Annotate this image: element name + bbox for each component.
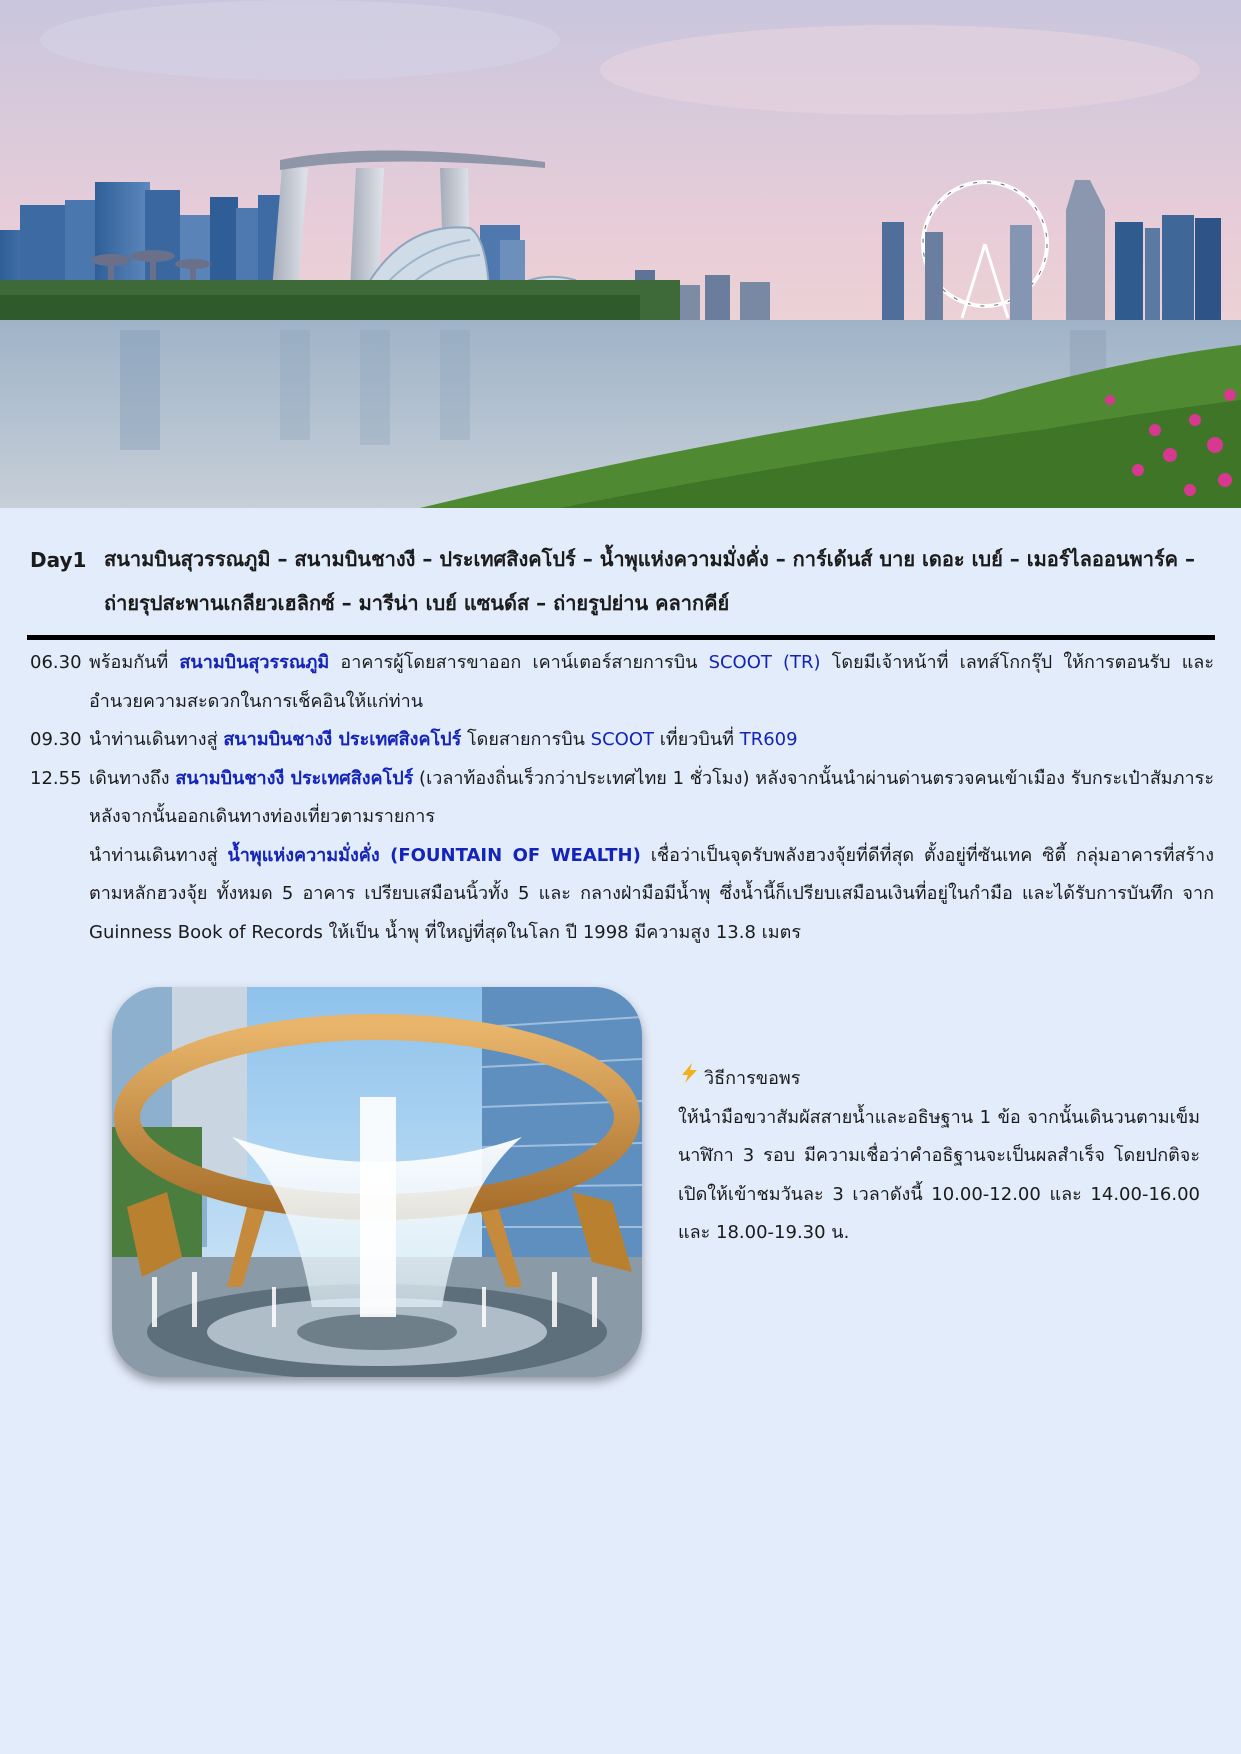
itinerary-text bbox=[89, 760, 1214, 837]
itinerary-time bbox=[30, 837, 89, 953]
text-run: เชื่อว่าเป็นจุดรับพลังฮวงจุ้ยที่ดีที่สุด ตั้งอยู่ที่ซันเทค ซิตี้ กลุ่มอาคารที่สร้างตามหลักฮวงจุ้ย ทั้งหมด 5 อาคาร เปรียบเสมือนนิ้วทั้ง 5 และ กลางฝ่ามือมีน้ำพุ ซึ่งน้ำนี้ก็เปรียบเสมือนเงินที่อยู่ในกำมือ และได้รับการบันทึก จาก Guinness Book of Records ให้เป็น น้ำพุ ที่ใหญ่ที่สุดในโลก ปี 1998 มีความสูง 13.8 เมตร bbox=[89, 844, 1214, 943]
lightning-icon bbox=[678, 1060, 700, 1099]
itinerary-row bbox=[30, 721, 1214, 760]
heading-divider bbox=[27, 635, 1215, 640]
airline-highlight: SCOOT bbox=[590, 729, 654, 750]
hero-image-singapore-skyline bbox=[0, 0, 1241, 508]
day-label: Day1 bbox=[30, 548, 87, 572]
wish-title-row bbox=[678, 1060, 1200, 1099]
itinerary bbox=[30, 644, 1214, 952]
itinerary-time: 12.55 bbox=[30, 767, 82, 789]
wish-body: ให้นำมือขวาสัมผัสสายน้ำและอธิษฐาน 1 ข้อ จากนั้นเดินวนตามเข็มนาฬิกา 3 รอบ มีความเชื่อว่าคำอธิฐานจะเป็นผลสำเร็จ โดยปกติจะเปิดให้เข้าชมวันละ 3 เวลาดังนี้ 10.00-12.00 และ 14.00-16.00 และ 18.00-19.30 น. bbox=[678, 1106, 1200, 1243]
text-run: เที่ยวบินที่ bbox=[654, 729, 740, 750]
place-highlight: สนามบินชางงี ประเทศสิงคโปร์ bbox=[175, 767, 414, 789]
fountain-of-wealth-photo bbox=[112, 987, 642, 1377]
itinerary-row bbox=[30, 760, 1214, 837]
text-run: (เวลาท้องถิ่นเร็วกว่าประเทศไทย 1 ชั่วโมง) หลังจากนั้นนำผ่านด่านตรวจคนเข้าเมือง รับกระเป๋าสัมภาระ หลังจากนั้นออกเดินทางท่องเที่ยวตามรายการ bbox=[89, 767, 1214, 827]
text-run: อาคารผู้โดยสารขาออก เคาน์เตอร์สายการบิน bbox=[329, 652, 709, 673]
place-highlight: น้ำพุแห่งความมั่งคั่ง (FOUNTAIN OF WEALTH) bbox=[227, 844, 641, 866]
flight-number: TR609 bbox=[739, 729, 798, 750]
text-run: โดยมีเจ้าหน้าที่ เลทส์โกกรุ๊ป ให้การตอนรับ และอำนวยความสะดวกในการเช็คอินให้แก่ท่าน bbox=[89, 652, 1214, 712]
itinerary-time: 06.30 bbox=[30, 652, 82, 673]
text-run: นำท่านเดินทางสู่ bbox=[89, 844, 228, 866]
day-route-title: สนามบินสุวรรณภูมิ – สนามบินชางงี – ประเทศสิงคโปร์ – น้ำพุแห่งความมั่งคั่ง – การ์เด้นส์ บาย เดอะ เบย์ – เมอร์ไลออนพาร์ค – ถ่ายรุปสะพานเกลียวเฮลิกซ์ – มารีน่า เบย์ แซนด์ส – ถ่ายรูปย่าน คลากคีย์ bbox=[104, 547, 1196, 615]
itinerary-text bbox=[89, 721, 1214, 760]
wish-title: วิธีการขอพร bbox=[704, 1068, 801, 1089]
airline-highlight: SCOOT (TR) bbox=[708, 652, 821, 673]
itinerary-text bbox=[89, 644, 1214, 721]
itinerary-time: 09.30 bbox=[30, 729, 82, 750]
text-run: นำท่านเดินทางสู่ bbox=[89, 729, 224, 750]
itinerary-row bbox=[30, 644, 1214, 721]
place-highlight: สนามบินชางงี ประเทศสิงคโปร์ bbox=[223, 729, 462, 750]
itinerary-row bbox=[30, 837, 1214, 953]
wish-instructions bbox=[678, 1060, 1200, 1253]
itinerary-text bbox=[89, 837, 1214, 953]
text-run: โดยสายการบิน bbox=[461, 729, 591, 750]
place-highlight: สนามบินสุวรรณภูมิ bbox=[179, 652, 330, 673]
text-run: เดินทางถึง bbox=[89, 767, 176, 789]
text-run: พร้อมกันที่ bbox=[89, 652, 180, 673]
